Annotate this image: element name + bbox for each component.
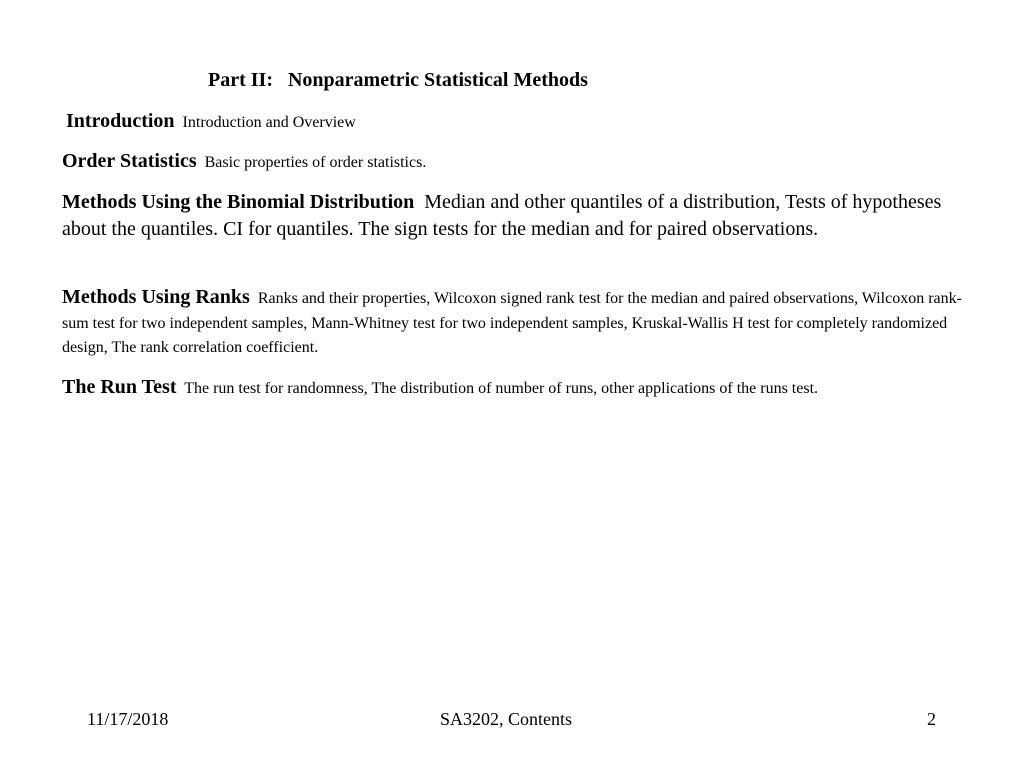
section-rank-methods bbox=[62, 285, 982, 361]
slide-title: Part II: Nonparametric Statistical Methods bbox=[208, 69, 588, 91]
section-run-test bbox=[62, 375, 982, 401]
section-heading: The Run Test bbox=[62, 376, 177, 398]
section-introduction bbox=[66, 109, 986, 135]
section-text: Ranks and their properties, Wilcoxon signed rank test for the median and paired observations, Wilcoxon rank-sum test for two independent samples, Mann-Whitney test for two independent samples, Kruskal-Wallis H test for completely randomized design, The rank correlation coefficient. bbox=[62, 290, 962, 356]
section-text: Introduction and Overview bbox=[182, 114, 356, 131]
section-heading: Methods Using Ranks bbox=[62, 286, 250, 308]
section-binomial-methods bbox=[62, 189, 982, 243]
section-order-statistics bbox=[62, 148, 982, 176]
footer-date: 11/17/2018 bbox=[87, 709, 169, 729]
section-text: Median and other quantiles of a distribution, Tests of hypotheses about the quantiles. CI for quantiles. The sign tests for the median and for paired observations. bbox=[62, 191, 942, 240]
section-text: The run test for randomness, The distribution of number of runs, other applications of the runs test. bbox=[184, 380, 819, 397]
section-heading: Order Statistics bbox=[62, 150, 197, 172]
footer-page-number: 2 bbox=[927, 709, 936, 729]
section-heading: Methods Using the Binomial Distribution bbox=[62, 191, 415, 213]
footer-course: SA3202, Contents bbox=[440, 709, 573, 729]
section-text: Basic properties of order statistics. bbox=[204, 154, 427, 171]
section-heading: Introduction bbox=[66, 110, 175, 132]
